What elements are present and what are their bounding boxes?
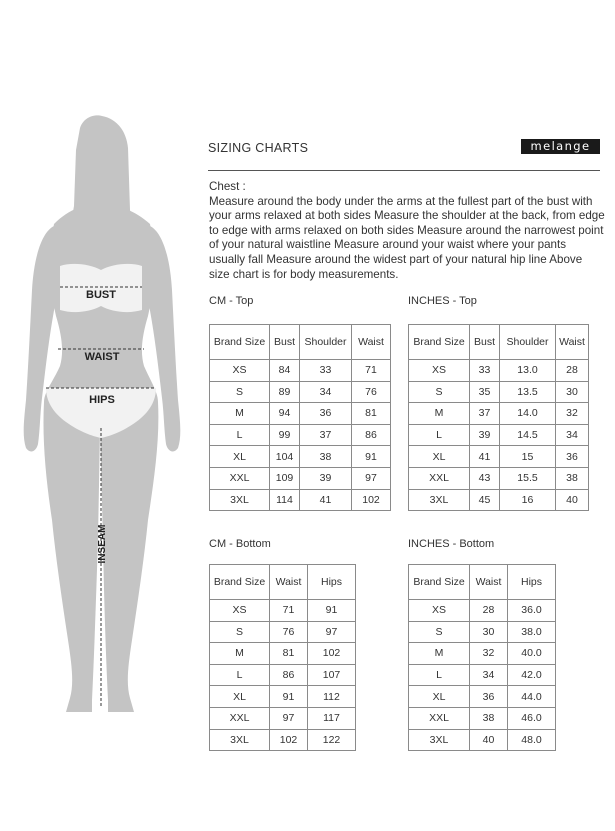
table-cell: 41 [470,446,500,468]
table-cell: 84 [270,360,300,382]
table-cell: XL [409,446,470,468]
table-row [409,729,556,751]
table-cell: 43 [470,467,500,489]
table-cell: 33 [300,360,352,382]
table-cell: S [409,381,470,403]
table-cell: XS [409,360,470,382]
body-figure [0,0,200,831]
table-cell: 81 [352,403,391,425]
column-header: Hips [308,565,356,600]
column-header: Bust [470,325,500,360]
column-header: Brand Size [210,325,270,360]
hips-label: HIPS [89,394,115,406]
table-row [409,360,589,382]
table-cell: 28 [470,600,508,622]
table-row [409,446,589,468]
table-cell: 122 [308,729,356,751]
table-cell: 15.5 [500,467,556,489]
table-cell: XL [409,686,470,708]
table-cell: 81 [270,643,308,665]
table-cell: XS [210,600,270,622]
cm-top-label: CM - Top [209,295,254,307]
table-cell: 3XL [409,489,470,511]
table-row [210,446,391,468]
table-cell: 38 [470,707,508,729]
table-cell: 39 [470,424,500,446]
table-row [210,621,356,643]
cm-bottom-table [209,564,356,751]
column-header: Shoulder [300,325,352,360]
table-cell: 114 [270,489,300,511]
table-cell: XS [210,360,270,382]
table-cell: 102 [308,643,356,665]
table-cell: 107 [308,664,356,686]
waist-label: WAIST [84,351,120,363]
table-row [409,600,556,622]
table-cell: 46.0 [508,707,556,729]
table-cell: 97 [352,467,391,489]
table-cell: 38 [300,446,352,468]
column-header: Bust [270,325,300,360]
table-cell: 40 [470,729,508,751]
table-cell: 38.0 [508,621,556,643]
table-cell: 44.0 [508,686,556,708]
table-cell: 76 [270,621,308,643]
table-cell: 14.0 [500,403,556,425]
table-cell: 45 [470,489,500,511]
table-cell: XXL [409,707,470,729]
table-cell: 112 [308,686,356,708]
table-cell: 86 [352,424,391,446]
table-cell: XXL [210,707,270,729]
inches-top-label: INCHES - Top [408,295,477,307]
table-row [210,729,356,751]
description-heading: Chest : [209,180,246,193]
title-divider [208,170,600,171]
table-row [409,707,556,729]
table-cell: 97 [308,621,356,643]
table-cell: 16 [500,489,556,511]
table-cell: 109 [270,467,300,489]
table-row [409,686,556,708]
table-row [210,686,356,708]
table-row [210,467,391,489]
table-row [409,489,589,511]
column-header: Brand Size [210,565,270,600]
table-row [210,381,391,403]
table-row [409,424,589,446]
column-header: Shoulder [500,325,556,360]
inches-bottom-table [408,564,556,751]
table-cell: S [210,381,270,403]
table-cell: 28 [556,360,589,382]
table-cell: 34 [300,381,352,403]
table-cell: XL [210,686,270,708]
cm-top-table [209,324,391,511]
table-cell: 37 [300,424,352,446]
column-header: Brand Size [409,325,470,360]
table-cell: 36 [470,686,508,708]
table-cell: XXL [210,467,270,489]
table-cell: 71 [352,360,391,382]
cm-bottom-label: CM - Bottom [209,538,271,550]
table-cell: 40.0 [508,643,556,665]
table-cell: L [409,664,470,686]
table-cell: 102 [270,729,308,751]
table-cell: 37 [470,403,500,425]
table-row [409,467,589,489]
table-cell: 99 [270,424,300,446]
table-cell: 117 [308,707,356,729]
table-cell: 38 [556,467,589,489]
table-cell: 91 [308,600,356,622]
inseam-label: INSEAM [97,524,108,564]
column-header: Brand Size [409,565,470,600]
table-cell: 104 [270,446,300,468]
table-cell: M [210,403,270,425]
table-cell: 40 [556,489,589,511]
table-cell: L [210,664,270,686]
table-cell: 102 [352,489,391,511]
page-title: SIZING CHARTS [208,141,309,155]
description-body: Measure around the body under the arms at the fullest part of the bust with your arms relaxed at both sides Measure the shoulder at the back, from edge to edge with arms relaxed on both sides Measure around the narrowest point of your natural waistline Measure around your waist where your pants usually fall Measure around the widest part of your natural hip line Above size chart is for body measurements. [209,194,605,281]
table-cell: 36.0 [508,600,556,622]
table-cell: 13.0 [500,360,556,382]
table-cell: M [210,643,270,665]
table-cell: 89 [270,381,300,403]
table-cell: 36 [300,403,352,425]
table-cell: XL [210,446,270,468]
table-cell: 91 [270,686,308,708]
table-cell: 94 [270,403,300,425]
table-cell: L [409,424,470,446]
table-cell: 86 [270,664,308,686]
table-cell: 36 [556,446,589,468]
table-row [210,664,356,686]
table-cell: L [210,424,270,446]
table-cell: 32 [556,403,589,425]
table-cell: S [409,621,470,643]
column-header: Waist [556,325,589,360]
table-cell: 97 [270,707,308,729]
table-cell: 13.5 [500,381,556,403]
measurement-description [209,180,605,282]
table-cell: 35 [470,381,500,403]
inches-top-table [408,324,589,511]
column-header: Hips [508,565,556,600]
table-row [409,664,556,686]
table-cell: 34 [556,424,589,446]
table-row [210,424,391,446]
column-header: Waist [270,565,308,600]
table-cell: 3XL [210,729,270,751]
table-cell: 30 [470,621,508,643]
table-cell: S [210,621,270,643]
table-cell: 91 [352,446,391,468]
table-cell: 3XL [409,729,470,751]
table-cell: 15 [500,446,556,468]
table-cell: 71 [270,600,308,622]
table-row [409,643,556,665]
table-cell: 34 [470,664,508,686]
column-header: Waist [352,325,391,360]
table-cell: 39 [300,467,352,489]
table-cell: 41 [300,489,352,511]
bust-label: BUST [86,289,116,301]
table-cell: M [409,403,470,425]
table-row [409,381,589,403]
table-row [210,403,391,425]
table-cell: M [409,643,470,665]
table-row [210,600,356,622]
table-cell: 30 [556,381,589,403]
table-cell: XXL [409,467,470,489]
inches-bottom-label: INCHES - Bottom [408,538,495,550]
brand-logo: melange [521,139,600,154]
table-row [210,707,356,729]
table-cell: 76 [352,381,391,403]
table-cell: 32 [470,643,508,665]
table-cell: 48.0 [508,729,556,751]
table-cell: XS [409,600,470,622]
table-cell: 33 [470,360,500,382]
table-cell: 42.0 [508,664,556,686]
table-row [210,489,391,511]
table-cell: 3XL [210,489,270,511]
table-row [409,621,556,643]
column-header: Waist [470,565,508,600]
table-row [409,403,589,425]
table-row [210,360,391,382]
table-cell: 14.5 [500,424,556,446]
table-row [210,643,356,665]
